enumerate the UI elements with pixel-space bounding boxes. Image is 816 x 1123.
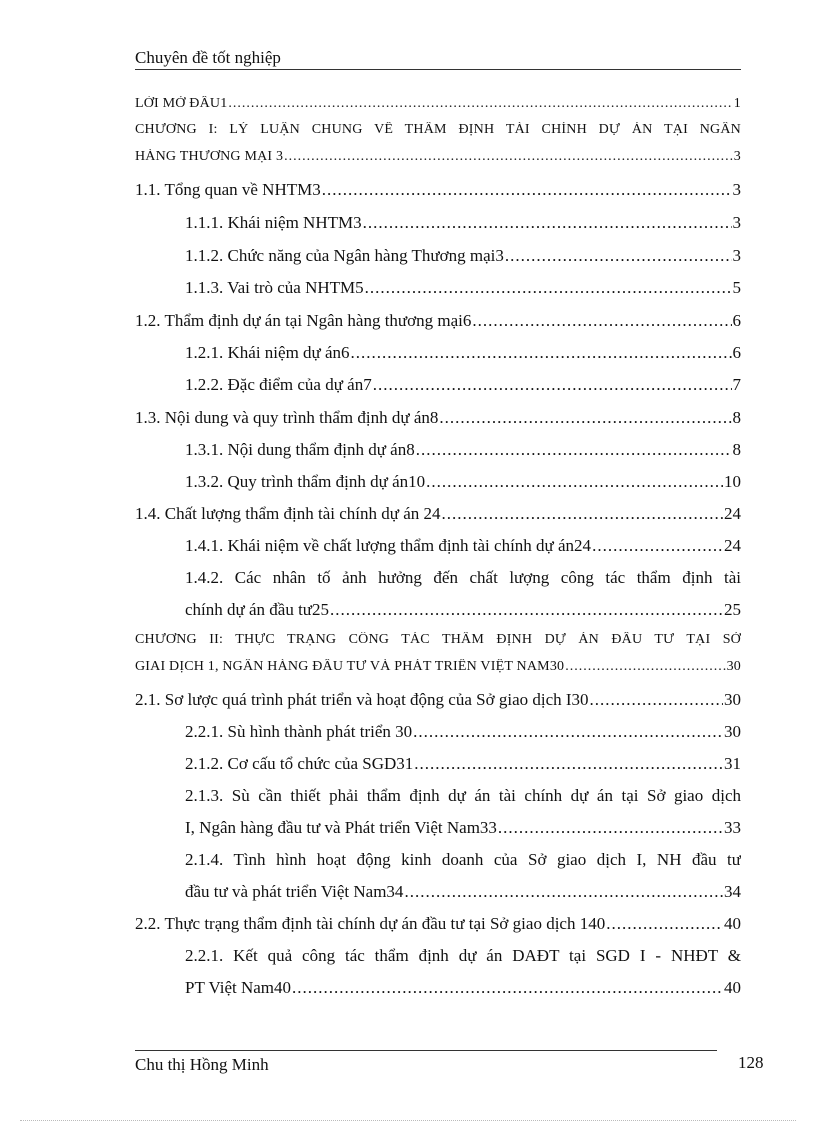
toc-entry-cont[interactable]: PT Việt Nam40 ..... 40 — [185, 978, 741, 998]
toc-entry[interactable]: 1.4.1. Khái niệm về chất lượng thẩm định tài chính dự án24 ..... 24 — [185, 536, 741, 556]
dot-leader — [228, 96, 732, 112]
dot-leader — [442, 504, 723, 524]
dot-leader — [284, 149, 733, 165]
dot-leader — [505, 246, 732, 266]
dot-leader — [606, 914, 723, 934]
toc-entry-cont[interactable]: GIAI DỊCH 1, NGÂN HÀNG ĐẦU TƯ VÀ PHÁT TRIỂN VIỆT NAM30 ..... 30 — [135, 659, 741, 675]
toc-entry[interactable]: 2.2.1. Sù hình thành phát triển 30 ..... 30 — [185, 722, 741, 742]
toc-entry[interactable]: CHƯƠNG I: LÝ LUẬN CHUNG VỀ THẨM ĐỊNH TÀI CHÍNH DỰ ÁN TẠI NGÂN — [135, 122, 741, 137]
page-number: 128 — [738, 1053, 764, 1072]
dot-leader — [330, 600, 723, 620]
dot-leader — [498, 818, 723, 838]
toc-entry-cont[interactable]: HÀNG THƯƠNG MẠI 3 ..... 3 — [135, 149, 741, 165]
toc-entry[interactable]: 1.1.1. Khái niệm NHTM3 ..... 3 — [185, 213, 741, 233]
footer-author: Chu thị Hồng Minh — [135, 1055, 269, 1074]
toc-entry[interactable]: 2.2.1. Kết quả công tác thẩm định dự án DAĐT tại SGD I - NHĐT & — [185, 946, 741, 965]
toc-entry[interactable]: 1.1. Tổng quan về NHTM3 ..... 3 — [135, 180, 741, 200]
dot-leader — [414, 754, 723, 774]
toc-entry-cont[interactable]: I, Ngân hàng đầu tư và Phát triển Việt Nam33 ..... 33 — [185, 818, 741, 838]
toc-entry-cont[interactable]: chính dự án đầu tư25 ..... 25 — [185, 600, 741, 620]
toc-entry[interactable]: 2.1. Sơ lược quá trình phát triển và hoạt động của Sở giao dịch I30 ..... 30 — [135, 690, 741, 710]
toc-entry[interactable]: 1.3.2. Quy trình thẩm định dự án10 ..... 10 — [185, 472, 741, 492]
toc-entry[interactable]: 1.4. Chất lượng thẩm định tài chính dự án 24 ..... 24 — [135, 504, 741, 524]
toc-entry[interactable]: CHƯƠNG II: THỰC TRẠNG CÔNG TÁC THẨM ĐỊNH DỰ ÁN ĐẦU TƯ TẠI SỞ — [135, 632, 741, 647]
dot-leader — [565, 659, 725, 675]
dot-leader — [413, 722, 723, 742]
dot-leader — [439, 408, 731, 428]
page-edge-divider — [20, 1120, 796, 1121]
dot-leader — [373, 375, 732, 395]
dot-leader — [351, 343, 732, 363]
toc-entry[interactable]: 1.2. Thẩm định dự án tại Ngân hàng thương mại6 ..... 6 — [135, 311, 741, 331]
toc-entry[interactable]: 1.3. Nội dung và quy trình thẩm định dự án8 ..... 8 — [135, 408, 741, 428]
toc-entry[interactable]: 2.1.4. Tình hình hoạt động kinh doanh của Sở giao dịch I, NH đầu tư — [185, 850, 741, 869]
toc-entry-cont[interactable]: đầu tư và phát triển Việt Nam34 ..... 34 — [185, 882, 741, 902]
toc-entry[interactable]: 1.4.2. Các nhân tố ảnh hưởng đến chất lượng công tác thẩm định tài — [185, 568, 741, 587]
dot-leader — [590, 690, 723, 710]
dot-leader — [322, 180, 732, 200]
toc-entry[interactable]: 1.1.2. Chức năng của Ngân hàng Thương mại3 ..... 3 — [185, 246, 741, 266]
toc-entry[interactable]: 1.2.2. Đặc điểm của dự án7 ..... 7 — [185, 375, 741, 395]
dot-leader — [292, 978, 723, 998]
dot-leader — [592, 536, 723, 556]
dot-leader — [363, 213, 732, 233]
toc-entry[interactable]: LỜI MỞ ĐẦU1 ..... 1 — [135, 96, 741, 112]
header-title: Chuyên đề tốt nghiệp — [135, 48, 281, 67]
dot-leader — [426, 472, 723, 492]
toc-entry[interactable]: 1.1.3. Vai trò của NHTM5 ..... 5 — [185, 278, 741, 298]
dot-leader — [472, 311, 731, 331]
toc-entry[interactable]: 2.1.2. Cơ cấu tổ chức của SGD31 ..... 31 — [185, 754, 741, 774]
header-divider — [135, 69, 741, 70]
dot-leader — [404, 882, 723, 902]
dot-leader — [365, 278, 732, 298]
dot-leader — [416, 440, 732, 460]
footer-divider — [135, 1050, 717, 1051]
toc-entry[interactable]: 1.2.1. Khái niệm dự án6 ..... 6 — [185, 343, 741, 363]
toc-entry[interactable]: 1.3.1. Nội dung thẩm định dự án8 ..... 8 — [185, 440, 741, 460]
toc-entry[interactable]: 2.2. Thực trạng thẩm định tài chính dự án đầu tư tại Sở giao dịch 140 ..... 40 — [135, 914, 741, 934]
toc-entry[interactable]: 2.1.3. Sù cần thiết phải thẩm định dự án tài chính dự án tại Sở giao dịch — [185, 786, 741, 805]
